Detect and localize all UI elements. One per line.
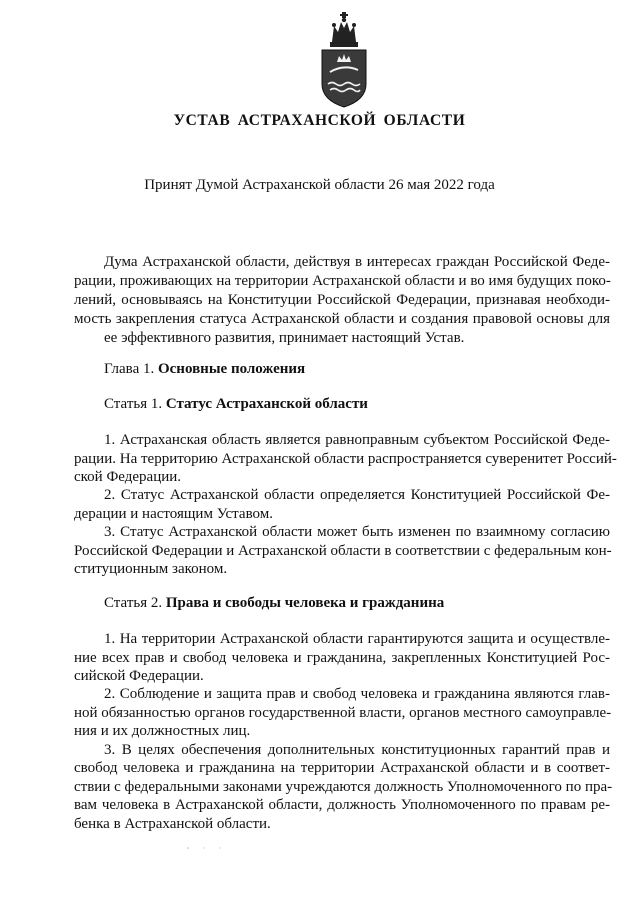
article-prefix: Статья 1. — [104, 396, 163, 412]
article-name: Права и свободы человека и гражданина — [165, 595, 445, 611]
article-text-line: ституционным законом. — [74, 561, 228, 577]
article-text-line: 1. На территории Астраханской области гарантируются защита и осуществле- — [104, 631, 610, 647]
chapter-heading — [74, 360, 610, 378]
preamble-line: Дума Астраханской области, действуя в интересах граждан Российской Феде- — [104, 254, 610, 270]
article-text-line: 3. В целях обеспечения дополнительных конституционных гарантий прав и — [104, 742, 610, 758]
article-text-line: 2. Статус Астраханской области определяется Конституцией Российской Фе- — [104, 487, 610, 503]
chapter-prefix: Глава 1. — [104, 361, 155, 377]
article-text-line: свобод человека и гражданина на территории Астраханской области и в соответ- — [74, 760, 610, 776]
article-text-line: 1. Астраханская область является равноправным субъектом Российской Феде- — [104, 432, 610, 448]
article-text-line: ной обязанностью органов государственной власти, органов местного самоуправле- — [74, 705, 612, 721]
adoption-note: Принят Думой Астраханской области 26 мая 2022 года — [144, 177, 495, 193]
article-heading — [74, 594, 610, 612]
article-text-line: вам человека в Астраханской области, должность Уполномоченного по правам ре- — [74, 797, 610, 813]
preamble-line: мость закрепления статуса Астраханской области и создания правовой основы для — [74, 311, 610, 327]
chapter-name: Основные положения — [157, 361, 306, 377]
article-text-line: ствии с федеральными законами учреждаются должность Уполномоченного по пра- — [74, 779, 613, 795]
article-text-line: 3. Статус Астраханской области может быть изменен по взаимному согласию — [104, 524, 610, 540]
article-text-line: рации. На территорию Астраханской области распространяется суверенитет Россий- — [74, 451, 617, 467]
article-text-line: дерации и настоящим Уставом. — [74, 506, 273, 522]
article-name: Статус Астраханской области — [165, 396, 368, 412]
article-text-line: ния и их должностных лиц. — [74, 723, 251, 739]
article-text-line: ской Федерации. — [74, 469, 182, 485]
article-text-line: бенка в Астраханской области. — [74, 816, 271, 832]
article-text-line: 2. Соблюдение и защита прав и свобод человека и гражданина являются глав- — [104, 686, 610, 702]
article-text-line: ние всех прав и свобод человека и гражданина, закрепленных Конституцией Рос- — [74, 650, 610, 666]
article-prefix: Статья 2. — [104, 595, 163, 611]
article-text-line: Российской Федерации и Астраханской области в соответствии с федеральным кон- — [74, 543, 612, 559]
coat-of-arms-icon — [318, 12, 370, 108]
document-title: УСТАВ АСТРАХАНСКОЙ ОБЛАСТИ — [173, 112, 466, 129]
article-heading — [74, 395, 610, 413]
preamble-line: рации, проживающих на территории Астраханской области и во имя будущих поко- — [74, 273, 611, 289]
preamble-line: ее эффективного развития, принимает настоящий Устав. — [104, 330, 465, 346]
scan-speck — [186, 846, 226, 850]
preamble-line: лений, основываясь на Конституции Российской Федерации, признавая необходи- — [74, 292, 610, 308]
article-text-line: сийской Федерации. — [74, 668, 204, 684]
